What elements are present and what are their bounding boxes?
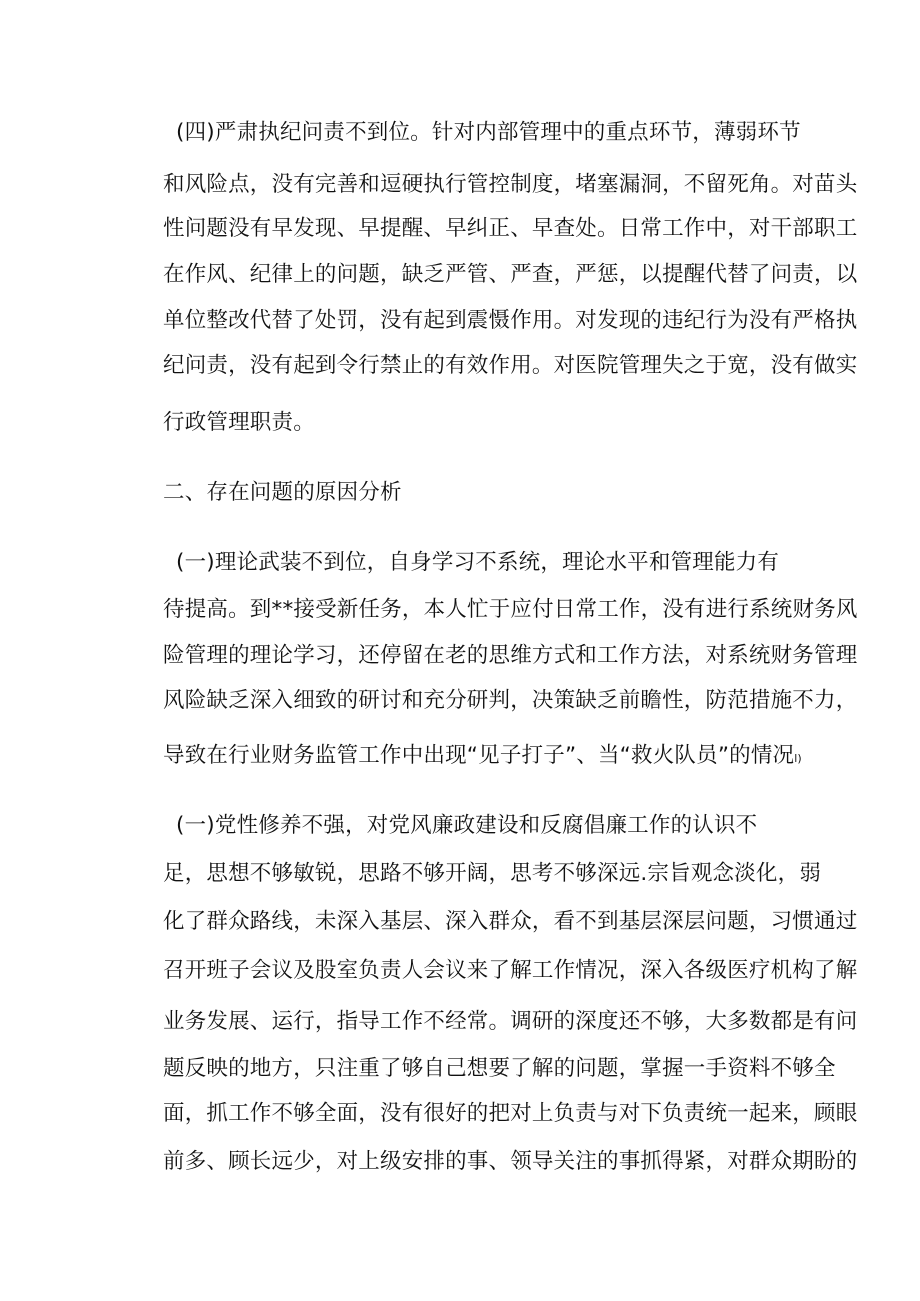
text-line: 化了群众路线，未深入基层、深入群众，看不到基层深层问题，习惯通过 [163, 909, 858, 934]
text-line: 单位整改代替了处罚，没有起到震慑作用。对发现的违纪行为没有严格执 [163, 308, 858, 333]
text-line: 召开班子会议及股室负责人会议来了解工作情况，深入各级医疗机构了解 [163, 958, 858, 983]
text-line: (一)党性修养不强，对党风廉政建设和反腐倡廉工作的认识不 [176, 813, 758, 838]
text-line: 在作风、纪律上的问题，缺乏严管、严查，严惩，以提醒代替了问责，以 [163, 262, 858, 287]
text-line: (一)理论武装不到位，自身学习不系统，理论水平和管理能力有 [176, 550, 780, 575]
text-line: 险管理的理论学习，还停留在老的思维方式和工作方法，对系统财务管理 [163, 643, 858, 668]
text-line [163, 741, 802, 774]
text-line: 面，抓工作不够全面，没有很好的把对上负责与对下负责统一起来，顾眼 [163, 1101, 858, 1126]
text-line-content: 导致在行业财务监管工作中出现“见子打子”、当“救火队员”的情况 [163, 743, 795, 768]
section-heading: 二、存在问题的原因分析 [163, 480, 402, 505]
text-line: 纪问责，没有起到令行禁止的有效作用。对医院管理失之于宽，没有做实 [163, 353, 858, 378]
text-line: 性问题没有早发现、早提醒、早纠正、早查处。日常工作中，对干部职工 [163, 216, 858, 241]
text-line: 风险缺乏深入细致的研讨和充分研判，决策缺乏前瞻性，防范措施不力， [163, 688, 858, 713]
text-line: 待提高。到**接受新任务，本人忙于应付日常工作，没有进行系统财务风 [163, 597, 858, 622]
text-line: 题反映的地方，只注重了够自己想要了解的问题，掌握一手资料不够全 [163, 1056, 836, 1081]
text-line: 前多、顾长远少，对上级安排的事、领导关注的事抓得紧，对群众期盼的 [163, 1149, 858, 1174]
text-line: 足，思想不够敏锐，思路不够开阔，思考不够深远.宗旨观念淡化，弱 [163, 861, 822, 886]
text-line: 和风险点，没有完善和逗硬执行管控制度，堵塞漏洞，不留死角。对苗头 [163, 172, 858, 197]
text-line: 行政管理职责。 [163, 410, 315, 435]
text-line: 业务发展、运行，指导工作不经常。调研的深度还不够，大多数都是有问 [163, 1009, 858, 1034]
trailing-mark: l) [794, 752, 802, 765]
text-line: (四)严肃执纪问责不到位。针对内部管理中的重点环节，薄弱环节 [176, 120, 801, 145]
